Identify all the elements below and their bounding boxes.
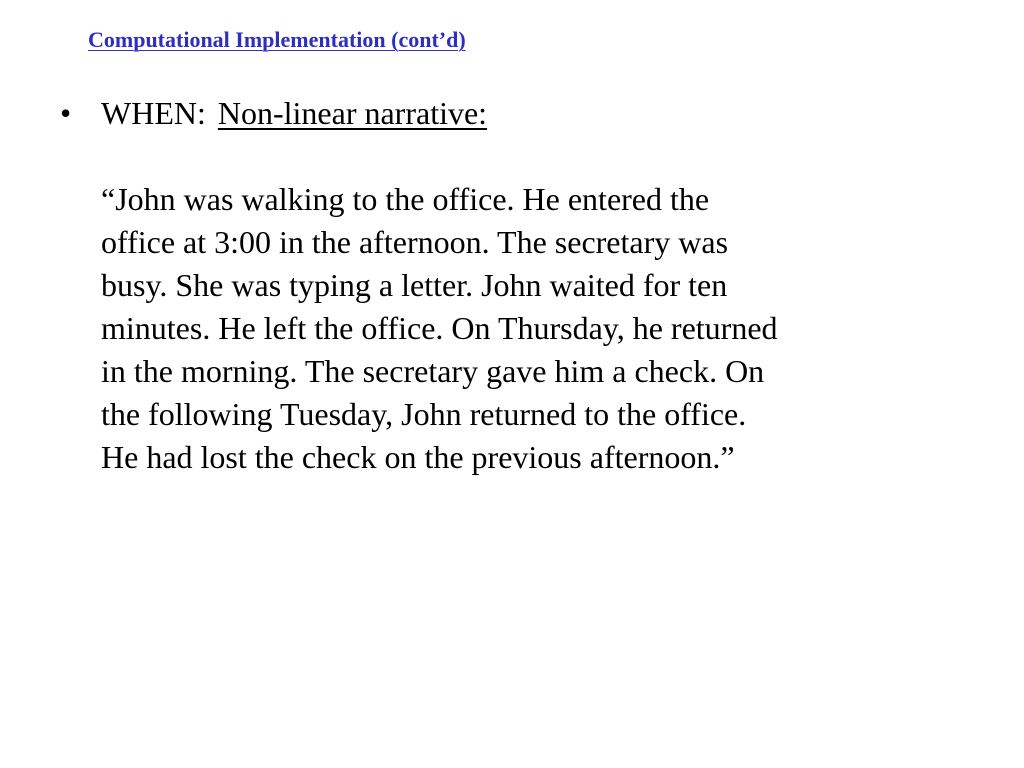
- quote-line: the following Tuesday, John returned to the office.: [101, 396, 747, 432]
- bullet-heading-line: [58, 92, 988, 135]
- quote-line: “John was walking to the office. He entered the: [101, 181, 710, 217]
- quote-line: in the morning. The secretary gave him a check. On: [101, 353, 765, 389]
- narrative-quote: [101, 178, 981, 479]
- quote-line: busy. She was typing a letter. John waited for ten: [101, 267, 728, 303]
- bullet-heading: WHEN:: [101, 95, 206, 131]
- quote-line: office at 3:00 in the afternoon. The secretary was: [101, 224, 729, 260]
- bullet-item: [58, 92, 988, 479]
- bullet-subheading: Non-linear narrative:: [217, 95, 488, 131]
- quote-line: minutes. He left the office. On Thursday, he returned: [101, 310, 778, 346]
- slide-title: Computational Implementation (cont’d): [88, 27, 466, 52]
- quote-line: He had lost the check on the previous afternoon.”: [101, 439, 735, 475]
- bullet-marker: •: [60, 95, 72, 131]
